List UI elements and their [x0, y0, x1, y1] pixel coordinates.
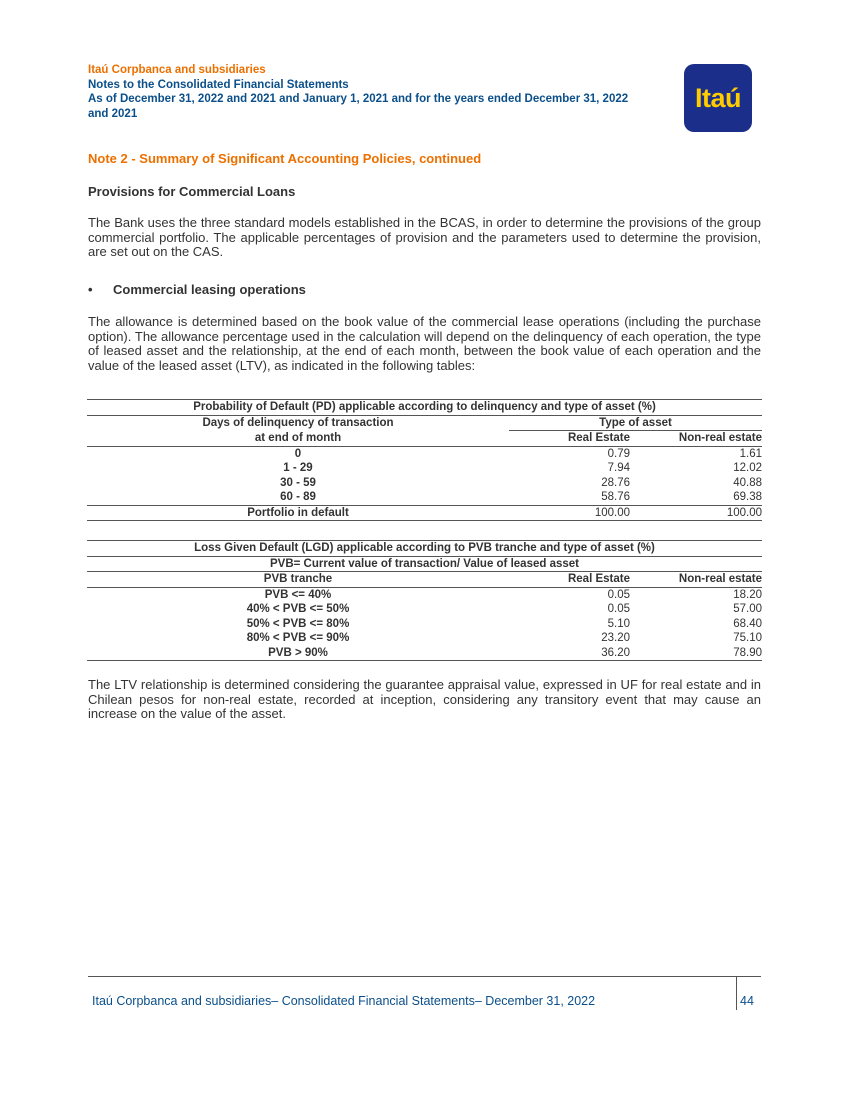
table-row	[87, 446, 762, 461]
pd-row-real-estate: 7.94	[607, 462, 630, 474]
section-title: Provisions for Commercial Loans	[88, 184, 296, 199]
lgd-row-non-real-estate: 78.90	[630, 646, 762, 661]
lgd-row-non-real-estate: 18.20	[630, 587, 762, 602]
pd-table	[87, 399, 762, 521]
footer-divider	[88, 976, 761, 977]
period-line-1: As of December 31, 2022 and 2021 and January 1, 2021 and for the years ended December 31, 2022	[88, 93, 629, 105]
table-row	[87, 617, 762, 632]
pd-col3-header: Non-real estate	[678, 432, 762, 444]
lgd-row-real-estate: 36.20	[509, 646, 630, 661]
bullet-symbol: •	[88, 282, 93, 297]
pd-table-title: Probability of Default (PD) applicable according to delinquency and type of asset (%)	[87, 400, 762, 416]
lgd-row-non-real-estate: 68.40	[733, 617, 762, 630]
paragraph-3: The LTV relationship is determined considering the guarantee appraisal value, expressed in UF for real estate and in Chilean pesos for non-real estate, recorded at inception, considering any transitory event that may cause an increase on the value of the asset.	[88, 677, 761, 721]
pd-col2-header: Real Estate	[567, 432, 630, 444]
bullet-label: Commercial leasing operations	[113, 282, 306, 297]
table-row	[87, 646, 762, 661]
table-row	[87, 490, 762, 505]
lgd-row-label: PVB <= 40%	[87, 587, 509, 602]
footer-text: Itaú Corpbanca and subsidiaries– Consolidated Financial Statements– December 31, 2022	[92, 994, 596, 1008]
paragraph-2: The allowance is determined based on the book value of the commercial lease operations (including the purchase option). The allowance percentage used in the calculation will depend on the delinquency of each operation, the type of leased asset and the relationship, at the end of each month, between the book value of each operation and the value of the leased asset (LTV), as indicated in the following tables:	[88, 314, 761, 373]
notes-title: Notes to the Consolidated Financial Statements	[88, 78, 349, 91]
pd-total-real-estate: 100.00	[509, 505, 630, 521]
table-row	[87, 631, 762, 646]
pd-row-real-estate: 58.76	[601, 491, 630, 503]
pd-group-header: Type of asset	[509, 415, 762, 431]
lgd-row-non-real-estate: 75.10	[733, 632, 762, 644]
page-header	[88, 63, 688, 121]
table-total-row	[87, 505, 762, 521]
note-title: Note 2 - Summary of Significant Accounting Policies, continued	[88, 151, 482, 166]
lgd-row-label: PVB > 90%	[87, 646, 509, 661]
lgd-row-real-estate: 0.05	[509, 587, 630, 602]
lgd-table-title: Loss Given Default (LGD) applicable according to PVB tranche and type of asset (%)	[87, 541, 762, 557]
pd-row-non-real-estate: 40.88	[733, 476, 762, 489]
lgd-row-real-estate: 0.05	[607, 603, 630, 615]
lgd-table-subtitle: PVB= Current value of transaction/ Value of leased asset	[87, 556, 762, 572]
footer-separator	[736, 977, 737, 1010]
lgd-col1-header: PVB tranche	[87, 572, 509, 588]
table-row	[87, 587, 762, 602]
table-row	[87, 461, 762, 476]
lgd-row-real-estate: 23.20	[601, 632, 630, 644]
pd-total-label: Portfolio in default	[87, 505, 509, 521]
paragraph-1: The Bank uses the three standard models established in the BCAS, in order to determine the provisions of the group commercial portfolio. The applicable percentages of provision and the parameters used to determine the provision, are set out on the CAS.	[88, 215, 761, 259]
itau-logo	[684, 64, 752, 132]
lgd-col2-header: Real Estate	[509, 572, 630, 588]
pd-row-real-estate: 0.79	[509, 446, 630, 461]
table-row	[87, 602, 762, 617]
pd-row-label: 30 - 59	[280, 476, 316, 489]
lgd-row-real-estate: 5.10	[607, 617, 630, 630]
lgd-row-non-real-estate: 57.00	[733, 603, 762, 615]
pd-row-non-real-estate: 69.38	[733, 491, 762, 503]
pd-total-non-real-estate: 100.00	[630, 505, 762, 521]
bullet-item	[88, 282, 306, 297]
lgd-row-label: 40% < PVB <= 50%	[246, 603, 350, 615]
period-line-2: and 2021	[88, 107, 138, 120]
pd-row-non-real-estate: 12.02	[733, 462, 762, 474]
lgd-row-label: 80% < PVB <= 90%	[246, 632, 350, 644]
logo-text: Itaú	[694, 82, 741, 113]
pd-row-non-real-estate: 1.61	[630, 446, 762, 461]
company-name: Itaú Corpbanca and subsidiaries	[88, 64, 266, 76]
lgd-table	[87, 540, 762, 661]
pd-row-real-estate: 28.76	[601, 476, 630, 489]
pd-row-label: 1 - 29	[283, 462, 313, 474]
page-number: 44	[740, 994, 754, 1008]
lgd-row-label: 50% < PVB <= 80%	[246, 617, 350, 630]
pd-row-label: 0	[87, 446, 509, 461]
table-row	[87, 476, 762, 491]
pd-row-label: 60 - 89	[280, 491, 316, 503]
pd-col1-header-line2: at end of month	[254, 431, 342, 444]
lgd-col3-header: Non-real estate	[630, 572, 762, 588]
pd-col1-header-line1: Days of delinquency of transaction	[87, 415, 509, 431]
